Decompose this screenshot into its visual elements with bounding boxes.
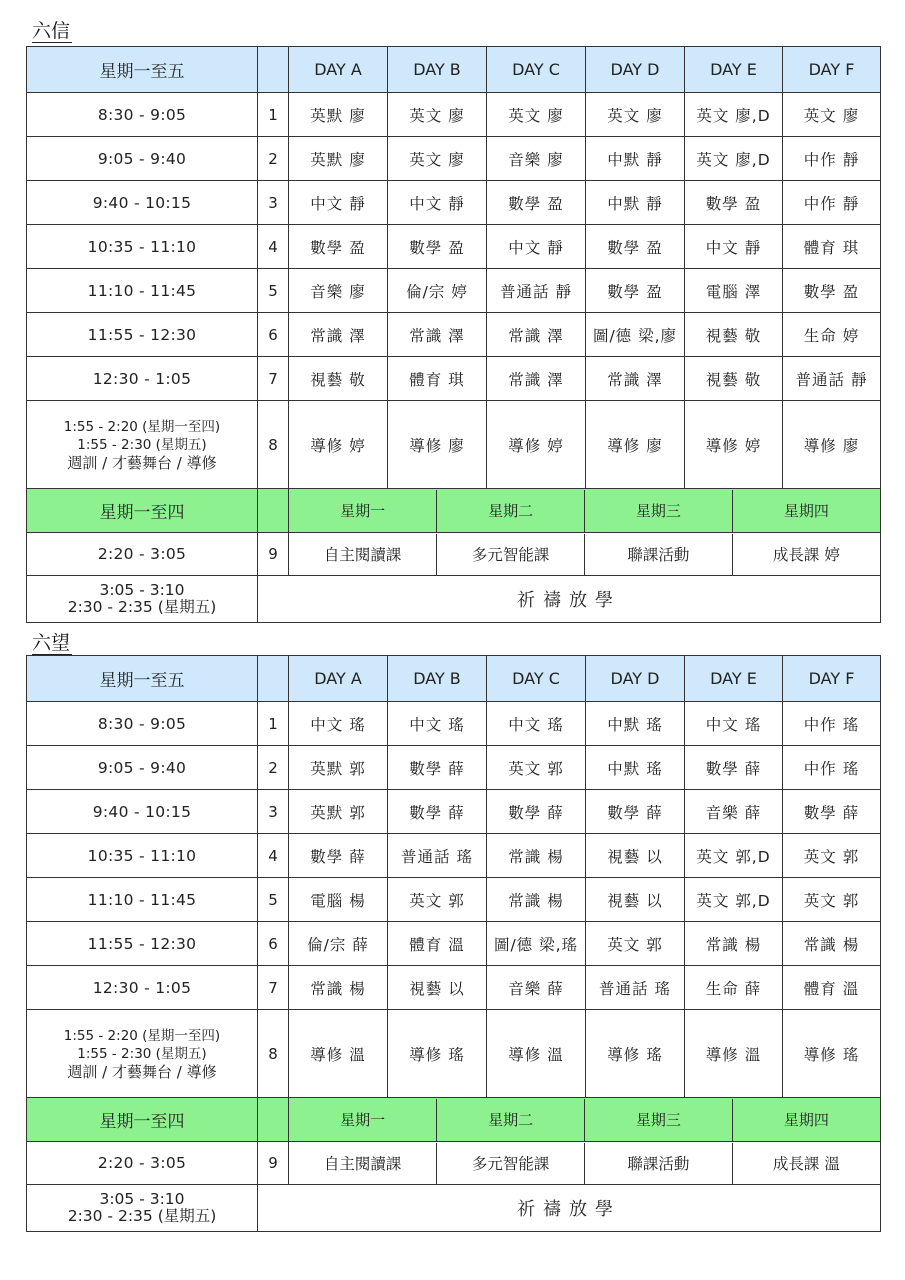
dismissal-time bbox=[27, 1185, 258, 1232]
period-no-header bbox=[258, 656, 289, 702]
lesson-cell: 數學 盈 bbox=[388, 225, 487, 269]
mon-thu-label: 星期一至四 bbox=[27, 489, 258, 533]
lesson-cell: 中默 瑤 bbox=[586, 702, 685, 746]
period-time: 10:35 - 11:10 bbox=[27, 834, 258, 878]
lesson-cell: 視藝 以 bbox=[586, 834, 685, 878]
period-number: 6 bbox=[258, 313, 289, 357]
period-row bbox=[27, 357, 881, 401]
lesson-cell: 導修 廖 bbox=[388, 401, 487, 489]
period-time: 9:40 - 10:15 bbox=[27, 181, 258, 225]
period-row bbox=[27, 269, 881, 313]
lesson-cell: 數學 薛 bbox=[388, 790, 487, 834]
lesson-cell: 中文 靜 bbox=[487, 225, 586, 269]
lesson-cell: 體育 琪 bbox=[783, 225, 881, 269]
header-row bbox=[27, 47, 881, 93]
lesson-cell: 英文 廖 bbox=[586, 93, 685, 137]
period-row bbox=[27, 966, 881, 1010]
day-header: DAY D bbox=[586, 656, 685, 702]
time-line: 週訓 / 才藝舞台 / 導修 bbox=[67, 453, 217, 472]
period-no-header bbox=[258, 47, 289, 93]
day-header: DAY A bbox=[289, 656, 388, 702]
lesson-cell: 英默 郭 bbox=[289, 746, 388, 790]
dismissal-row bbox=[27, 576, 881, 623]
period-number: 1 bbox=[258, 93, 289, 137]
period-number: 3 bbox=[258, 790, 289, 834]
period-time: 2:20 - 3:05 bbox=[27, 1142, 258, 1185]
lesson-cell: 視藝 以 bbox=[388, 966, 487, 1010]
lesson-cell: 圖/德 梁,廖 bbox=[586, 313, 685, 357]
time-line: 1:55 - 2:20 (星期一至四) bbox=[63, 418, 221, 435]
period-row bbox=[27, 878, 881, 922]
lesson-cell: 英文 郭 bbox=[487, 746, 586, 790]
lesson-cell: 英文 廖 bbox=[487, 93, 586, 137]
lesson-cell: 常識 楊 bbox=[289, 966, 388, 1010]
period-time: 9:05 - 9:40 bbox=[27, 746, 258, 790]
activity-cell: 聯課活動 bbox=[585, 1143, 733, 1184]
period-time: 8:30 - 9:05 bbox=[27, 93, 258, 137]
lesson-cell: 電腦 楊 bbox=[289, 878, 388, 922]
period-time: 8:30 - 9:05 bbox=[27, 702, 258, 746]
period-number: 4 bbox=[258, 225, 289, 269]
lesson-cell: 導修 瑤 bbox=[586, 1010, 685, 1098]
period-row bbox=[27, 225, 881, 269]
lesson-cell: 中文 瑤 bbox=[685, 702, 783, 746]
timetable bbox=[26, 46, 881, 623]
lesson-cell: 英默 廖 bbox=[289, 93, 388, 137]
lesson-cell: 視藝 敬 bbox=[685, 357, 783, 401]
lesson-cell: 音樂 薛 bbox=[487, 966, 586, 1010]
day-header: DAY F bbox=[783, 656, 881, 702]
lesson-cell: 導修 溫 bbox=[289, 1010, 388, 1098]
period-number: 3 bbox=[258, 181, 289, 225]
lesson-cell: 常識 楊 bbox=[487, 834, 586, 878]
lesson-cell: 倫/宗 薛 bbox=[289, 922, 388, 966]
class-title: 六望 bbox=[32, 632, 71, 654]
lesson-cell: 普通話 瑤 bbox=[388, 834, 487, 878]
lesson-cell: 數學 薛 bbox=[289, 834, 388, 878]
lesson-cell: 體育 琪 bbox=[388, 357, 487, 401]
weekday-header: 星期一 bbox=[289, 490, 437, 532]
lesson-cell: 英文 郭,D bbox=[685, 878, 783, 922]
lesson-cell: 圖/德 梁,瑤 bbox=[487, 922, 586, 966]
lesson-cell: 數學 盈 bbox=[586, 225, 685, 269]
weekday-header: 星期二 bbox=[437, 1099, 585, 1141]
lesson-cell: 英文 廖 bbox=[388, 137, 487, 181]
lesson-cell: 英文 郭 bbox=[586, 922, 685, 966]
period-time: 11:10 - 11:45 bbox=[27, 878, 258, 922]
mon-thu-label: 星期一至四 bbox=[27, 1098, 258, 1142]
time-line: 1:55 - 2:30 (星期五) bbox=[77, 1045, 207, 1062]
weekday-header-row bbox=[27, 489, 881, 533]
activity-cell: 多元智能課 bbox=[437, 1143, 585, 1184]
weekday-header-row bbox=[27, 1098, 881, 1142]
day-header: DAY B bbox=[388, 47, 487, 93]
period-8-time bbox=[27, 401, 258, 489]
period-number: 6 bbox=[258, 922, 289, 966]
dismissal-time bbox=[27, 576, 258, 623]
lesson-cell: 數學 盈 bbox=[586, 269, 685, 313]
lesson-cell: 英文 郭 bbox=[783, 834, 881, 878]
lesson-cell: 體育 溫 bbox=[783, 966, 881, 1010]
lesson-cell: 導修 婷 bbox=[487, 401, 586, 489]
activity-cell: 成長課 溫 bbox=[772, 1155, 840, 1173]
period-time: 2:20 - 3:05 bbox=[27, 533, 258, 576]
period-number: 5 bbox=[258, 878, 289, 922]
lesson-cell: 常識 楊 bbox=[783, 922, 881, 966]
period-row bbox=[27, 790, 881, 834]
weekday-header: 星期三 bbox=[585, 1099, 733, 1141]
lesson-cell: 數學 薛 bbox=[388, 746, 487, 790]
lesson-cell: 中文 靜 bbox=[685, 225, 783, 269]
lesson-cell: 數學 薛 bbox=[487, 790, 586, 834]
lesson-cell: 導修 廖 bbox=[783, 401, 881, 489]
period-row bbox=[27, 834, 881, 878]
lesson-cell: 常識 澤 bbox=[586, 357, 685, 401]
lesson-cell: 常識 澤 bbox=[289, 313, 388, 357]
time-line: 2:30 - 2:35 (星期五) bbox=[67, 598, 217, 616]
lesson-cell: 導修 婷 bbox=[289, 401, 388, 489]
period-number: 8 bbox=[258, 401, 289, 489]
lesson-cell: 數學 薛 bbox=[783, 790, 881, 834]
period-number: 7 bbox=[258, 357, 289, 401]
day-header: DAY C bbox=[487, 656, 586, 702]
period-time: 11:55 - 12:30 bbox=[27, 922, 258, 966]
period-number: 2 bbox=[258, 137, 289, 181]
weekday-header: 星期一 bbox=[289, 1099, 437, 1141]
lesson-cell: 英文 廖,D bbox=[685, 137, 783, 181]
lesson-cell: 數學 盈 bbox=[487, 181, 586, 225]
activity-cell: 自主閱讀課 bbox=[289, 1143, 437, 1184]
period-number: 8 bbox=[258, 1010, 289, 1098]
lesson-cell: 導修 溫 bbox=[685, 1010, 783, 1098]
period-time: 12:30 - 1:05 bbox=[27, 966, 258, 1010]
period-row bbox=[27, 181, 881, 225]
period-time: 10:35 - 11:10 bbox=[27, 225, 258, 269]
lesson-cell: 視藝 以 bbox=[586, 878, 685, 922]
day-header: DAY B bbox=[388, 656, 487, 702]
period-row bbox=[27, 922, 881, 966]
lesson-cell: 中默 靜 bbox=[586, 137, 685, 181]
lesson-cell: 普通話 靜 bbox=[783, 357, 881, 401]
day-header: DAY A bbox=[289, 47, 388, 93]
lesson-cell: 生命 薛 bbox=[685, 966, 783, 1010]
period-no-header bbox=[258, 1098, 289, 1142]
period-row bbox=[27, 93, 881, 137]
lesson-cell: 中文 瑤 bbox=[388, 702, 487, 746]
lesson-cell: 中文 靜 bbox=[388, 181, 487, 225]
day-header: DAY C bbox=[487, 47, 586, 93]
lesson-cell: 英文 郭 bbox=[783, 878, 881, 922]
time-line: 3:05 - 3:10 bbox=[99, 581, 185, 599]
period-time: 9:05 - 9:40 bbox=[27, 137, 258, 181]
four-day-span bbox=[289, 533, 881, 576]
period-row bbox=[27, 702, 881, 746]
lesson-cell: 導修 瑤 bbox=[783, 1010, 881, 1098]
lesson-cell: 常識 澤 bbox=[487, 357, 586, 401]
period-time: 11:55 - 12:30 bbox=[27, 313, 258, 357]
period-number: 9 bbox=[258, 1142, 289, 1185]
lesson-cell: 視藝 敬 bbox=[685, 313, 783, 357]
weekdays-label: 星期一至五 bbox=[27, 656, 258, 702]
period-row bbox=[27, 313, 881, 357]
lesson-cell: 英文 廖 bbox=[388, 93, 487, 137]
time-line: 1:55 - 2:20 (星期一至四) bbox=[63, 1027, 221, 1044]
lesson-cell: 中文 靜 bbox=[289, 181, 388, 225]
lesson-cell: 中默 瑤 bbox=[586, 746, 685, 790]
lesson-cell: 音樂 廖 bbox=[289, 269, 388, 313]
lesson-cell: 導修 瑤 bbox=[388, 1010, 487, 1098]
lesson-cell: 數學 薛 bbox=[685, 746, 783, 790]
lesson-cell: 英文 廖 bbox=[783, 93, 881, 137]
lesson-cell: 音樂 廖 bbox=[487, 137, 586, 181]
period-time: 9:40 - 10:15 bbox=[27, 790, 258, 834]
period-row-8 bbox=[27, 1010, 881, 1098]
lesson-cell: 數學 盈 bbox=[289, 225, 388, 269]
dismissal-label: 祈禱放學 bbox=[258, 576, 881, 623]
lesson-cell: 英文 郭,D bbox=[685, 834, 783, 878]
period-number: 9 bbox=[258, 533, 289, 576]
lesson-cell: 中文 瑤 bbox=[487, 702, 586, 746]
lesson-cell: 中作 瑤 bbox=[783, 746, 881, 790]
time-line: 1:55 - 2:30 (星期五) bbox=[77, 436, 207, 453]
lesson-cell: 英文 廖,D bbox=[685, 93, 783, 137]
day-header: DAY D bbox=[586, 47, 685, 93]
day-header: DAY E bbox=[685, 47, 783, 93]
lesson-cell: 生命 婷 bbox=[783, 313, 881, 357]
time-line: 週訓 / 才藝舞台 / 導修 bbox=[67, 1062, 217, 1081]
activity-cell: 多元智能課 bbox=[437, 534, 585, 575]
day-header: DAY F bbox=[783, 47, 881, 93]
period-no-header bbox=[258, 489, 289, 533]
four-day-span bbox=[289, 1098, 881, 1142]
lesson-cell: 普通話 瑤 bbox=[586, 966, 685, 1010]
lesson-cell: 電腦 澤 bbox=[685, 269, 783, 313]
activity-cell: 聯課活動 bbox=[585, 534, 733, 575]
period-row bbox=[27, 746, 881, 790]
lesson-cell: 倫/宗 婷 bbox=[388, 269, 487, 313]
time-line: 2:30 - 2:35 (星期五) bbox=[67, 1207, 217, 1225]
lesson-cell: 數學 盈 bbox=[685, 181, 783, 225]
lesson-cell: 導修 廖 bbox=[586, 401, 685, 489]
lesson-cell: 常識 楊 bbox=[685, 922, 783, 966]
lesson-cell: 中作 靜 bbox=[783, 181, 881, 225]
lesson-cell: 導修 溫 bbox=[487, 1010, 586, 1098]
lesson-cell: 音樂 薛 bbox=[685, 790, 783, 834]
weekdays-label: 星期一至五 bbox=[27, 47, 258, 93]
period-number: 4 bbox=[258, 834, 289, 878]
lesson-cell: 常識 澤 bbox=[388, 313, 487, 357]
lesson-cell: 中默 靜 bbox=[586, 181, 685, 225]
class-title: 六信 bbox=[32, 20, 71, 42]
activity-cell: 成長課 婷 bbox=[772, 546, 840, 564]
lesson-cell: 英默 郭 bbox=[289, 790, 388, 834]
lesson-cell: 體育 溫 bbox=[388, 922, 487, 966]
lesson-cell: 數學 盈 bbox=[783, 269, 881, 313]
dismissal-label: 祈禱放學 bbox=[258, 1185, 881, 1232]
period-8-time bbox=[27, 1010, 258, 1098]
activity-cell: 自主閱讀課 bbox=[289, 534, 437, 575]
period-row-9 bbox=[27, 1142, 881, 1185]
lesson-cell: 數學 薛 bbox=[586, 790, 685, 834]
weekday-header: 星期二 bbox=[437, 490, 585, 532]
four-day-span bbox=[289, 489, 881, 533]
lesson-cell: 中作 靜 bbox=[783, 137, 881, 181]
weekday-header: 星期三 bbox=[585, 490, 733, 532]
period-row-9 bbox=[27, 533, 881, 576]
period-number: 5 bbox=[258, 269, 289, 313]
period-number: 7 bbox=[258, 966, 289, 1010]
lesson-cell: 英默 廖 bbox=[289, 137, 388, 181]
period-number: 1 bbox=[258, 702, 289, 746]
lesson-cell: 常識 楊 bbox=[487, 878, 586, 922]
weekday-header: 星期四 bbox=[732, 490, 880, 532]
time-line: 3:05 - 3:10 bbox=[99, 1190, 185, 1208]
period-row-8 bbox=[27, 401, 881, 489]
lesson-cell: 中作 瑤 bbox=[783, 702, 881, 746]
timetable bbox=[26, 655, 881, 1232]
lesson-cell: 導修 婷 bbox=[685, 401, 783, 489]
day-header: DAY E bbox=[685, 656, 783, 702]
lesson-cell: 視藝 敬 bbox=[289, 357, 388, 401]
lesson-cell: 常識 澤 bbox=[487, 313, 586, 357]
lesson-cell: 中文 瑤 bbox=[289, 702, 388, 746]
lesson-cell: 英文 郭 bbox=[388, 878, 487, 922]
four-day-span bbox=[289, 1142, 881, 1185]
period-time: 11:10 - 11:45 bbox=[27, 269, 258, 313]
period-row bbox=[27, 137, 881, 181]
dismissal-row bbox=[27, 1185, 881, 1232]
lesson-cell: 普通話 靜 bbox=[487, 269, 586, 313]
weekday-header: 星期四 bbox=[732, 1099, 880, 1141]
header-row bbox=[27, 656, 881, 702]
period-time: 12:30 - 1:05 bbox=[27, 357, 258, 401]
period-number: 2 bbox=[258, 746, 289, 790]
